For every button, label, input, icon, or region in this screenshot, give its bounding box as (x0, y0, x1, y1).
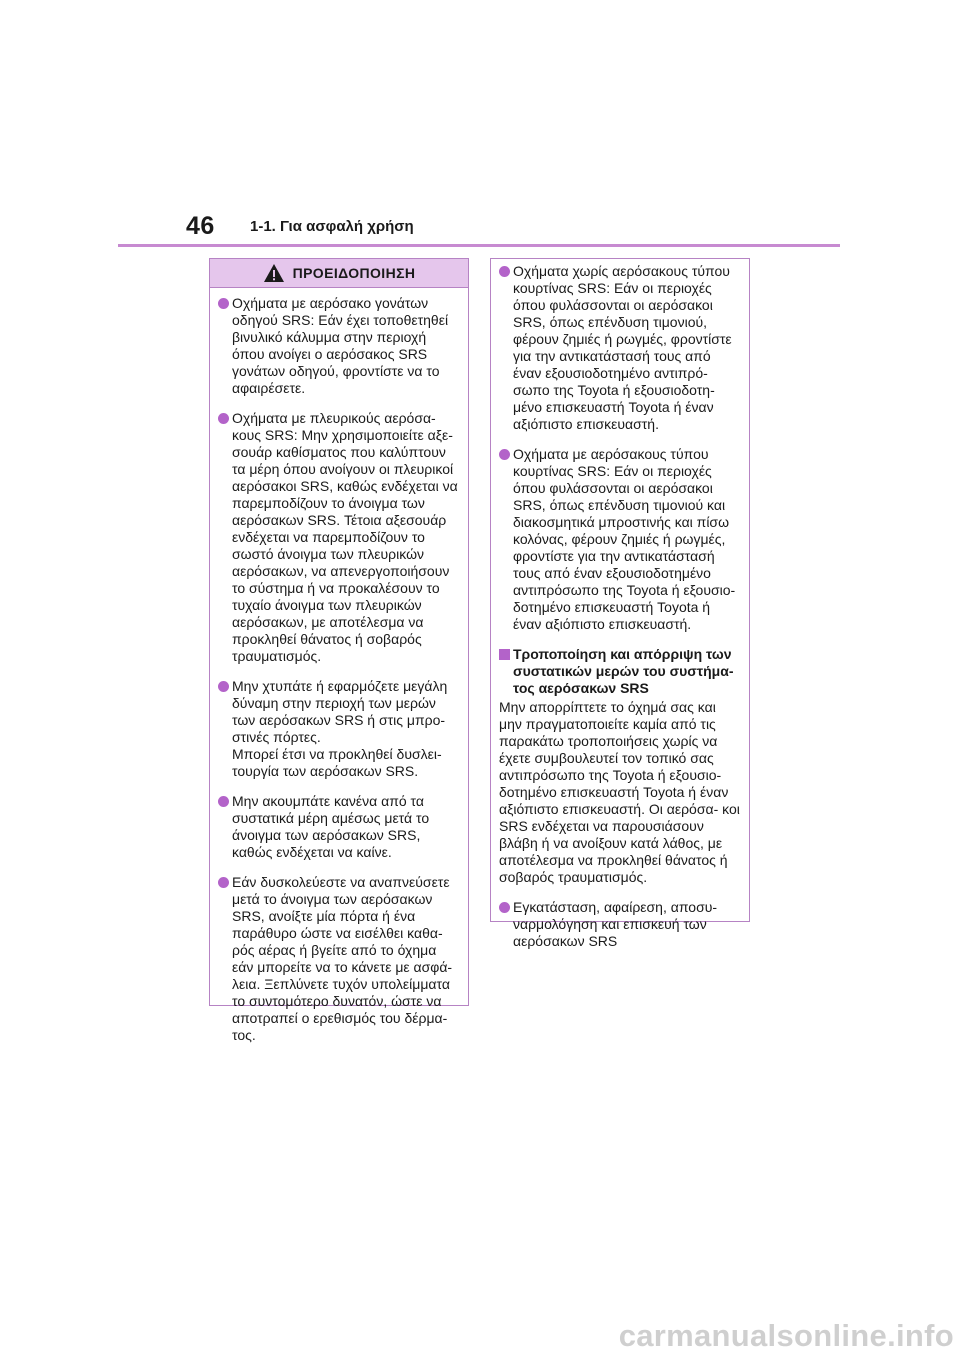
bullet-text: Εγκατάσταση, αφαίρεση, αποσυ- ναρμολόγηση και επισκευή των αερόσακων SRS (513, 899, 718, 949)
subsection-paragraph: Μην απορρίπτετε το όχημά σας και μην πραγματοποιείτε καμία από τις παρακάτω τροποποιήσεις χωρίς να έχετε συμβουλευτεί τον τοπικό σας αντιπρόσωπο της Toyota ή εξουσιο- δοτημένο επισκευαστή Toyota ή έναν αξιόπιστο επισκευαστή. Οι αερόσα- κοι SRS ενδέχεται να παρουσιάσουν βλάβη ή να ανοίξουν κατά λάθος, με αποτέλεσμα να προκληθεί θάνατος ή σοβαρός τραυματισμός. (499, 699, 740, 885)
warning-triangle-icon (263, 263, 285, 283)
section-title: 1-1. Για ασφαλή χρήση (250, 218, 414, 235)
list-item (218, 874, 460, 1044)
list-item (218, 410, 460, 665)
list-item (218, 295, 460, 397)
bullet-text: Οχήματα με πλευρικούς αερόσα- κους SRS: Μην χρησιμοποιείτε αξε- σουάρ καθίσματος που καλύπτουν τα μέρη όπου ανοίγουν οι πλευρικοί αερόσακοι SRS, καθώς ενδέχεται να παρεμποδίζουν το άνοιγμα των αερόσακων SRS. Τέτοια αξεσουάρ ενδέχεται να παρεμποδίζουν το σωστό άνοιγμα των πλευρικών αερόσακων, να απενεργοποιήσουν το σύστημα ή να προκαλέσουν το τυχαίο άνοιγμα των πλευρικών αερόσακων, με αποτέλεσμα να προκληθεί θάνατος ή σοβαρός τραυματισμός. (232, 410, 458, 664)
bullet-text: Εάν δυσκολεύεστε να αναπνεύσετε μετά το άνοιγμα των αερόσακων SRS, ανοίξτε μία πόρτα ή ένα παράθυρο ώστε να εισέλθει καθα- ρός αέρας ή βγείτε από το όχημα εάν μπορείτε να το κάνετε με ασφά- λεια. Ξεπλύνετε τυχόν υπολείμματα το συντομότερο δυνατόν, ώστε να αποτραπεί ο ερεθισμός του δέρμα- τος. (232, 874, 453, 1043)
warning-content (210, 288, 468, 1044)
bullet-text: Οχήματα με αερόσακο γονάτων οδηγού SRS: Εάν έχει τοποθετηθεί βινυλικό κάλυμμα στην περιοχή όπου ανοίγει ο αερόσακος SRS γονάτων οδηγού, φροντίστε να το αφαιρέσετε. (232, 295, 449, 396)
bullet-text: Οχήματα με αερόσακους τύπου κουρτίνας SRS: Εάν οι περιοχές όπου φυλάσσονται οι αερόσακοι SRS, όπως επένδυση τιμονιού και διακοσμητικά μπροστινής και πίσω κολόνας, φέρουν ζημιές ή ρωγμές, φροντίστε για την αντικατάστασή τους από έναν εξουσιοδοτημένο αντιπρόσωπο της Toyota ή εξουσιο- δοτημένο επισκευαστή Toyota ή έναν αξιόπιστο επισκευαστή. (513, 446, 736, 632)
warning-box-continued (490, 258, 750, 949)
list-item (218, 678, 460, 780)
warning-title: ΠΡΟΕΙΔΟΠΟΙΗΣΗ (292, 265, 416, 281)
subsection-heading: Τροποποίηση και απόρριψη των συστατικών μερών του συστήμα- τος αερόσακων SRS (499, 646, 741, 697)
warning-content-continued (491, 259, 749, 950)
bullet-text-continued: Μπορεί έτσι να προκληθεί δυσλει- τουργία των αερόσακων SRS. (232, 746, 442, 779)
bullet-text: Οχήματα χωρίς αερόσακους τύπου κουρτίνας SRS: Εάν οι περιοχές όπου φυλάσσονται οι αερόσακοι SRS, όπως επένδυση τιμονιού, φέρουν ζημιές ή ρωγμές, φροντίστε για την αντικατάστασή τους από έναν εξουσιοδοτημένο αντιπρό- σωπο της Toyota ή εξουσιοδοτη- μένο επισκευαστή Toyota ή έναν αξιόπιστο επισκευαστή. (513, 263, 732, 432)
list-item (218, 793, 460, 861)
list-item (499, 899, 741, 950)
list-item (499, 446, 741, 633)
bullet-text: Μην χτυπάτε ή εφαρμόζετε μεγάλη δύναμη στην περιοχή των μερών των αερόσακων SRS ή στις μπρο- στινές πόρτες. (232, 678, 448, 745)
warning-header (210, 259, 468, 288)
list-item (499, 263, 741, 433)
header-rule (118, 244, 840, 247)
bullet-text: Μην ακουμπάτε κανένα από τα συστατικά μέρη αμέσως μετά το άνοιγμα των αερόσακων SRS, καθώς ενδέχεται να καίνε. (232, 793, 430, 860)
warning-box (209, 258, 469, 1043)
watermark: carmanualsonline.info (618, 1318, 954, 1353)
page-number: 46 (186, 212, 215, 240)
